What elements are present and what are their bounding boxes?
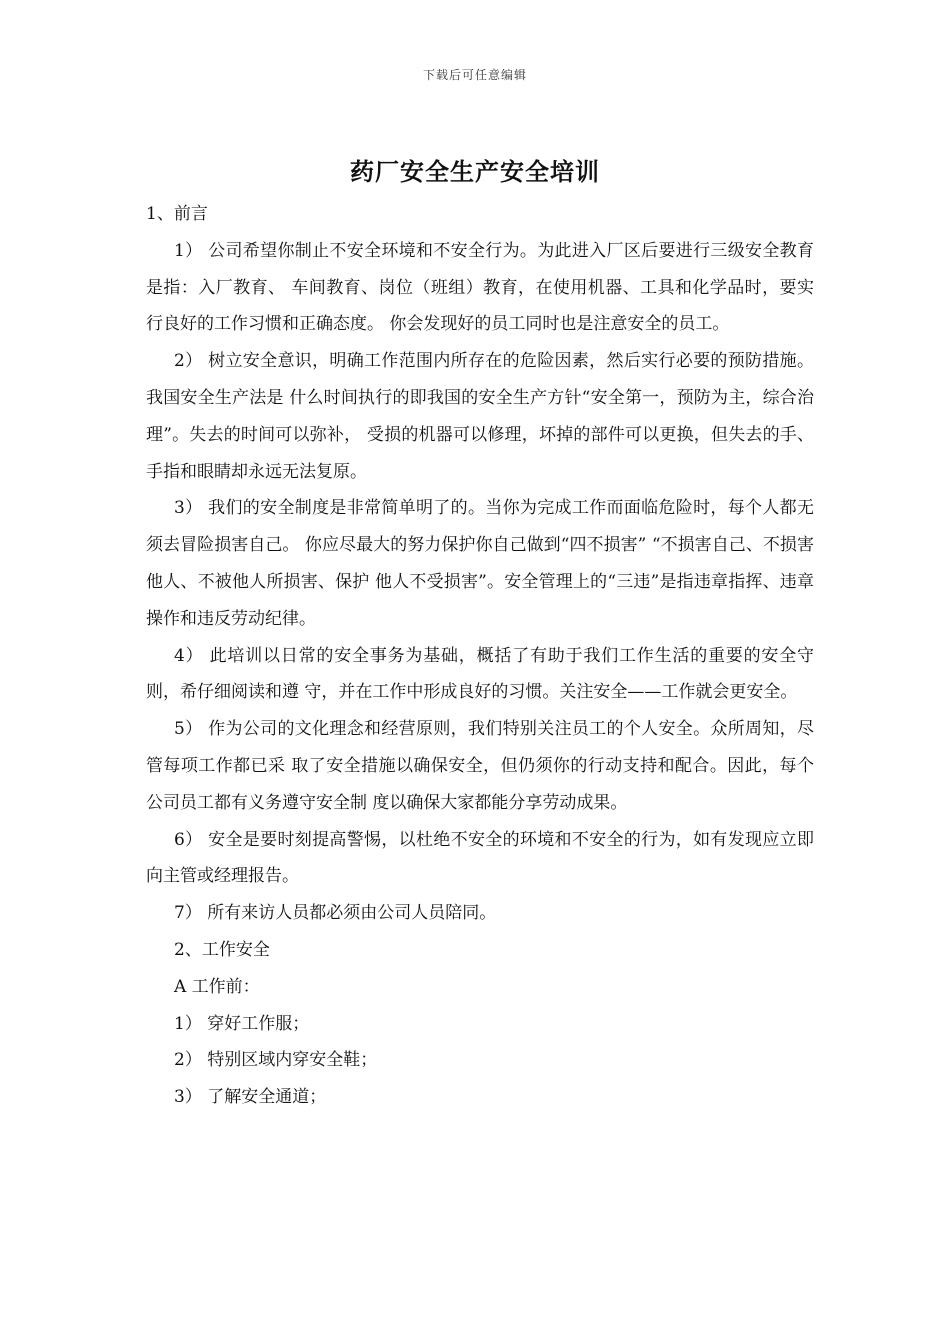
section-heading-work-safety: 2、工作安全	[174, 939, 270, 960]
document-title: 药厂安全生产安全培训	[350, 158, 600, 186]
paragraph-item-5: 5） 作为公司的文化理念和经营原则，我们特别关注员工的个人安全。众所周知，尽管每项工作都已采 取了安全措施以确保安全，但仍须你的行动支持和配合。因此，每个公司员工都有义务遵守安全制 度以确保大家都能分享劳动成果。	[146, 719, 814, 813]
document-body	[146, 196, 814, 1116]
list-item: 2） 特别区域内穿安全鞋；	[174, 1050, 378, 1071]
paragraph-item-6: 6） 安全是要时刻提高警惕，以杜绝不安全的环境和不安全的行为，如有发现应立即向主管或经理报告。	[146, 829, 814, 887]
paragraph-item-3: 3） 我们的安全制度是非常简单明了的。当你为完成工作而面临危险时，每个人都无须去冒险损害自己。 你应尽最大的努力保护你自己做到“四不损害” “不损害自己、不损害他人、不被他人所损害、保护 他人不受损害”。安全管理上的“三违”是指违章指挥、违章操作和违反劳动纪律。	[146, 498, 814, 629]
paragraph-item-2: 2） 树立安全意识，明确工作范围内所存在的危险因素，然后实行必要的预防措施。我国安全生产法是 什么时间执行的即我国的安全生产方针“安全第一，预防为主，综合治理”。失去的时间可以弥补， 受损的机器可以修理，坏掉的部件可以更换，但失去的手、手指和眼睛却永远无法复原。	[146, 351, 814, 482]
paragraph-item-4: 4） 此培训以日常的安全事务为基础，概括了有助于我们工作生活的重要的安全守则，希仔细阅读和遵 守，并在工作中形成良好的习惯。关注安全——工作就会更安全。	[146, 645, 814, 703]
list-item: 3） 了解安全通道；	[174, 1087, 327, 1108]
list-item: 1） 穿好工作服；	[174, 1013, 310, 1034]
section-heading-preface: 1、前言	[146, 204, 208, 224]
paragraph-item-1: 1） 公司希望你制止不安全环境和不安全行为。为此进入厂区后要进行三级安全教育是指：入厂教育、 车间教育、岗位（班组）教育，在使用机器、工具和化学品时，要实行良好的工作习惯和正确态度。 你会发现好的员工同时也是注意安全的员工。	[146, 240, 814, 335]
subsection-heading-before-work: A 工作前：	[174, 976, 260, 997]
header-note: 下载后可任意编辑	[422, 68, 527, 82]
paragraph-item-7: 7） 所有来访人员都必须由公司人员陪同。	[174, 903, 497, 924]
